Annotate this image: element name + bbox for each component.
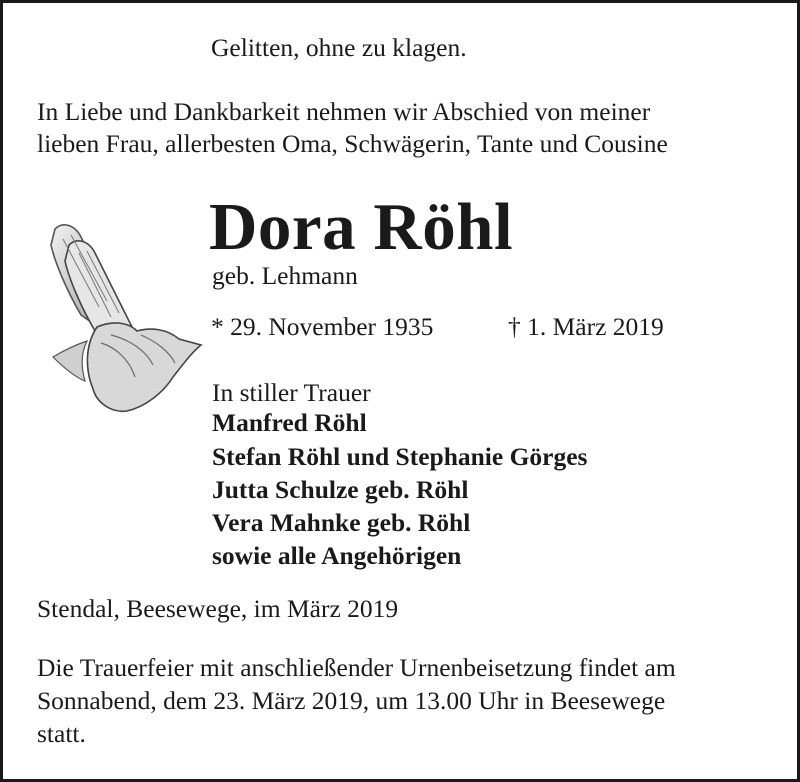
mourner-name: Stefan Röhl und Stephanie Görges <box>212 442 588 471</box>
place-and-date: Stendal, Beesewege, im März 2019 <box>37 594 399 623</box>
death-date: † 1. März 2019 <box>508 312 664 341</box>
praying-hands-icon <box>41 217 203 413</box>
mourning-label: In stiller Trauer <box>212 378 371 407</box>
mourner-name: Manfred Röhl <box>212 408 367 437</box>
intro-text-line-1: In Liebe und Dankbarkeit nehmen wir Abschied von meiner <box>37 97 651 126</box>
deceased-name: Dora Röhl <box>209 190 514 264</box>
mourner-name: Jutta Schulze geb. Röhl <box>212 475 469 504</box>
intro-text-line-2: lieben Frau, allerbesten Oma, Schwägerin, Tante und Cousine <box>37 129 668 158</box>
funeral-info-line-2: Sonnabend, dem 23. März 2019, um 13.00 Uhr in Beesewege <box>37 686 666 715</box>
motto: Gelitten, ohne zu klagen. <box>211 33 467 62</box>
funeral-info-line-1: Die Trauerfeier mit anschließender Urnenbeisetzung findet am <box>37 653 676 682</box>
birth-name: geb. Lehmann <box>212 261 358 290</box>
mourner-name: sowie alle Angehörigen <box>212 541 462 570</box>
mourner-name: Vera Mahnke geb. Röhl <box>212 508 471 537</box>
birth-date: * 29. November 1935 <box>211 312 434 341</box>
funeral-info-line-3: statt. <box>37 719 86 748</box>
